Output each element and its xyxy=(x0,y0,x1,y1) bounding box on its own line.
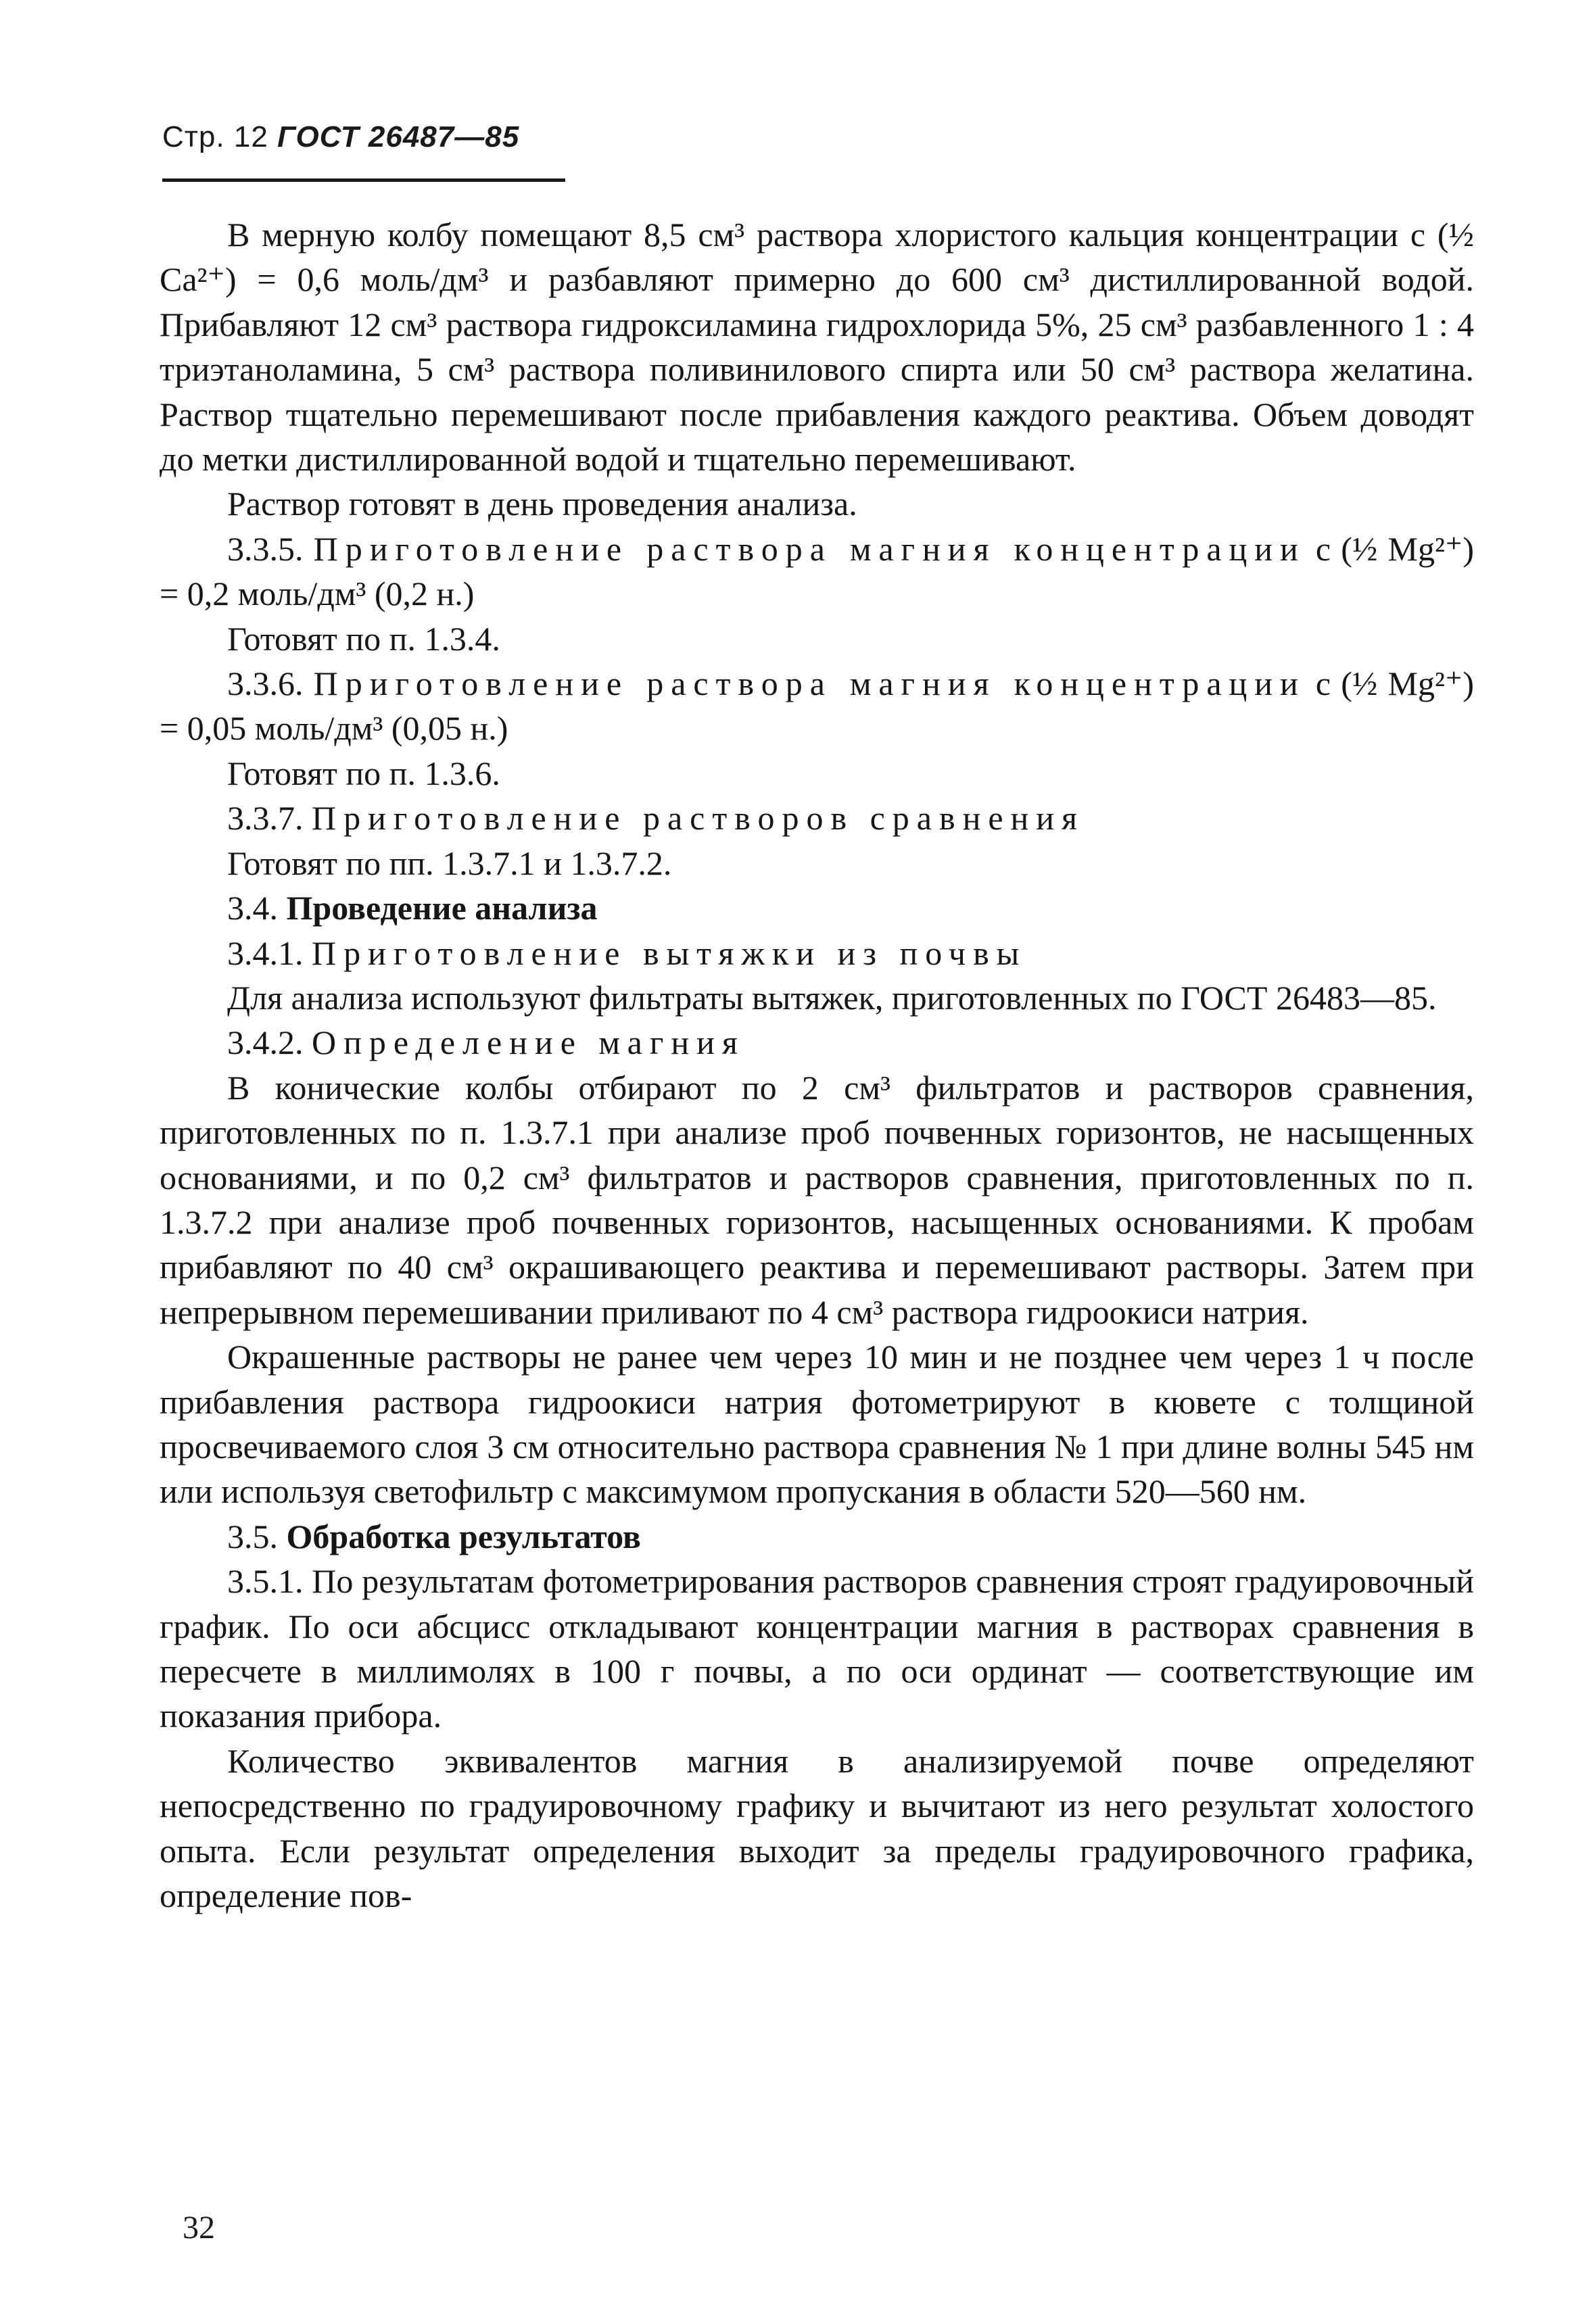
section-number: 3.3.5. xyxy=(227,529,304,568)
section-number: 3.5. xyxy=(227,1517,278,1555)
section-3-5-1-text: 3.5.1. По результатам фотометрирования растворов сравнения строят градуировочный график. По оси абсцисс откладывают концентрации магния в растворах сравнения в пересчете в миллимолях в 100 г почвы, а по оси ординат — соответствующие им показания прибора. xyxy=(160,1562,1474,1735)
paragraph-calcium-solution: В мерную колбу помещают 8,5 см³ раствора хлористого кальция концентрации с (½ Ca²⁺) = 0,6 моль/дм³ и разбавляют примерно до 600 см³ дистиллированной водой. Прибавляют 12 см³ раствора гидроксиламина гидрохлорида 5%, 25 см³ разбавленного 1 : 4 триэтаноламина, 5 см³ раствора поливинилового спирта или 50 см³ раствора желатина. Раствор тщательно перемешивают после прибавления каждого реактива. Объем доводят до метки дистиллированной водой и тщательно перемешивают. xyxy=(160,216,1474,479)
section-3-3-6-text: Готовят по п. 1.3.6. xyxy=(227,754,500,792)
page-number: 32 xyxy=(183,2210,215,2246)
section-3-4-1-text: Для анализа используют фильтраты вытяжек, приготовленных по ГОСТ 26483—85. xyxy=(227,978,1437,1017)
section-title: Приготовление раствора магния концентрации xyxy=(313,664,1306,703)
formula: с (½ Mg²⁺) = 0,2 моль/дм³ (0,2 н.) xyxy=(160,529,1474,613)
paragraph-prepare-day: Раствор готовят в день проведения анализа. xyxy=(227,485,857,523)
section-title: Определение магния xyxy=(312,1023,745,1062)
section-3-4-1 xyxy=(160,931,1474,975)
header-rule xyxy=(162,178,565,182)
section-3-3-6 xyxy=(160,661,1474,751)
standard-number: ГОСТ 26487—85 xyxy=(277,120,520,153)
formula: с (½ Mg²⁺) = 0,05 моль/дм³ (0,05 н.) xyxy=(160,664,1474,748)
section-title: Приготовление раствора магния концентрации xyxy=(313,529,1306,568)
section-heading: Обработка результатов xyxy=(286,1517,641,1555)
section-3-4-2 xyxy=(160,1020,1474,1065)
section-3-4 xyxy=(160,886,1474,930)
section-title: Приготовление вытяжки из почвы xyxy=(312,934,1027,972)
section-heading: Проведение анализа xyxy=(286,889,598,927)
section-3-3-5 xyxy=(160,527,1474,616)
section-number: 3.4.2. xyxy=(227,1023,304,1062)
section-3-5-1-text-2: Количество эквивалентов магния в анализируемой почве определяют непосредственно по градуировочному графику и вычитают из него результат холостого опыта. Если результат определения выходит за пределы градуировочного графика, определение пов- xyxy=(160,1741,1474,1915)
section-title: Приготовление растворов сравнения xyxy=(312,799,1085,838)
section-3-4-2-text: В конические колбы отбирают по 2 см³ фильтратов и растворов сравнения, приготовленных по п. 1.3.7.1 при анализе проб почвенных горизонтов, не насыщенных основаниями, и по 0,2 см³ фильтратов и растворов сравнения, приготовленных по п. 1.3.7.2 при анализе проб почвенных горизонтов, насыщенных основаниями. К пробам прибавляют по 40 см³ окрашивающего реактива и перемешивают растворы. Затем при непрерывном перемешивании приливают по 4 см³ раствора гидроокиси натрия. xyxy=(160,1068,1474,1331)
section-3-3-7 xyxy=(160,796,1474,840)
section-number: 3.3.7. xyxy=(227,799,304,838)
section-3-3-5-text: Готовят по п. 1.3.4. xyxy=(227,619,500,658)
section-number: 3.4.1. xyxy=(227,934,304,972)
section-3-3-7-text: Готовят по пп. 1.3.7.1 и 1.3.7.2. xyxy=(227,844,672,882)
section-3-5 xyxy=(160,1514,1474,1559)
section-number: 3.3.6. xyxy=(227,664,304,703)
document-body xyxy=(160,212,1474,1918)
section-number: 3.4. xyxy=(227,889,278,927)
page-label: Стр. 12 xyxy=(162,120,268,153)
section-3-4-2-text-2: Окрашенные растворы не ранее чем через 10 мин и не позднее чем через 1 ч после прибавления раствора гидроокиси натрия фотометрируют в кювете с толщиной просвечиваемого слоя 3 см относительно раствора сравнения № 1 при длине волны 545 нм или используя светофильтр с максимумом пропускания в области 520—560 нм. xyxy=(160,1338,1474,1511)
running-header xyxy=(162,120,519,154)
